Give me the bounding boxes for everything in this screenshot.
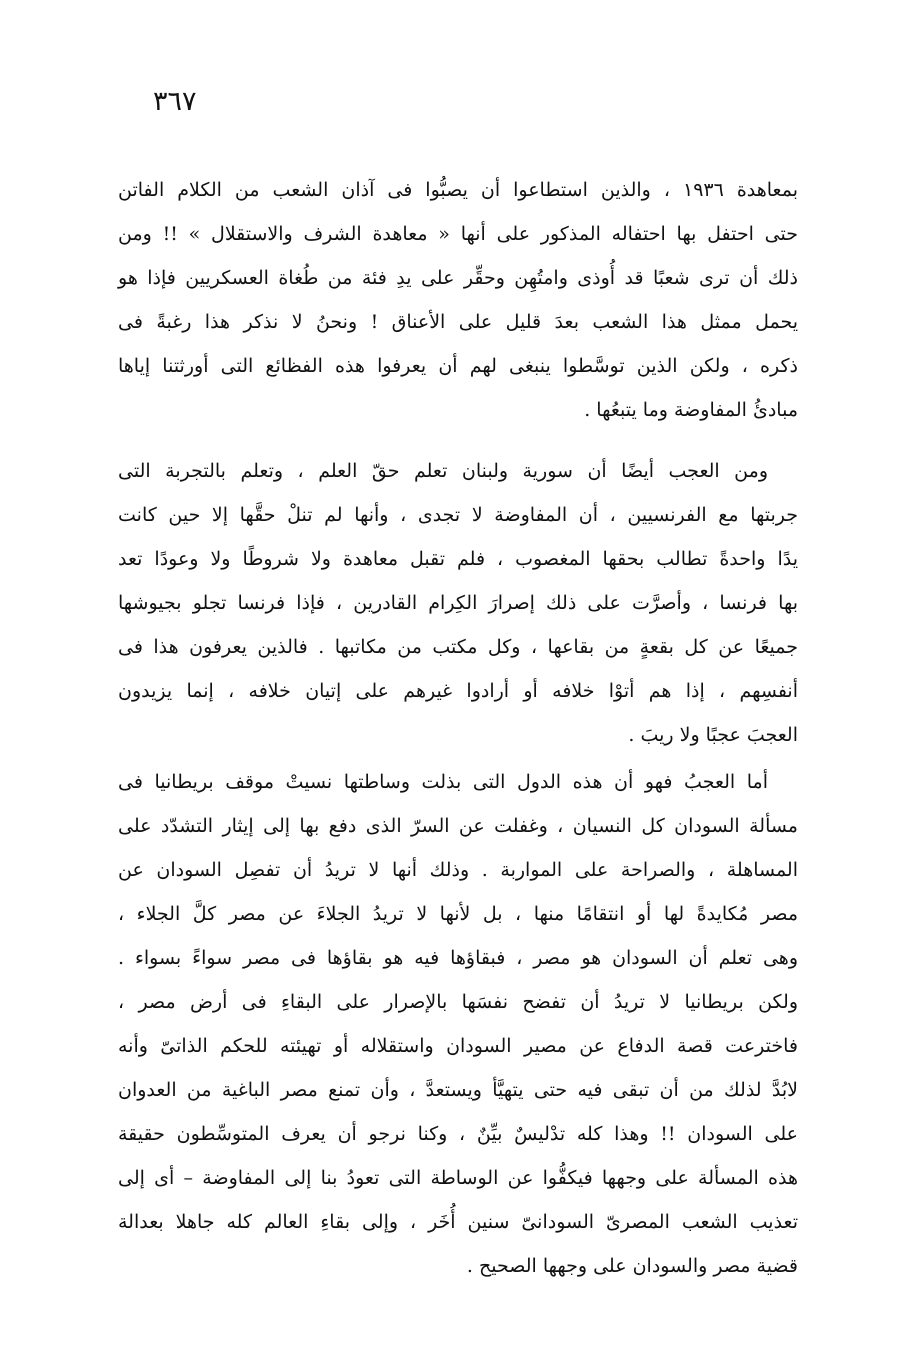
- text-line: العجبَ عجبًا ولا ريبَ .: [628, 724, 798, 746]
- paragraph-1: [118, 168, 798, 432]
- text-line: حتى احتفل بها احتفاله المذكور على أنها « معاهدة الشرف والاستقلال » !! ومن: [118, 223, 798, 245]
- text-line: لابُدَّ لذلك من أن تبقى فيه حتى يتهيَّأ ويستعدَّ ، وأن تمنع مصر الباغية من العدوان: [118, 1079, 798, 1101]
- text-line: ولكن بريطانيا لا تريدُ أن تفضح نفسَها بالإصرار على البقاءِ فى أرض مصر ،: [118, 991, 798, 1013]
- text-line: مصر مُكايدةً لها أو انتقامًا منها ، بل لأنها لا تريدُ الجلاءَ عن مصر كلَّ الجلاء ،: [118, 903, 798, 925]
- text-line: فاخترعت قصة الدفاع عن مصير السودان واستقلاله أو تهيئته للحكم الذاتىّ وأنه: [118, 1035, 798, 1057]
- text-line: جربتها مع الفرنسيين ، أن المفاوضة لا تجدى ، وأنها لم تنلْ حقَّها إلا حين كانت: [118, 504, 798, 526]
- text-line: ذكره ، ولكن الذين توسَّطوا ينبغى لهم أن يعرفوا هذه الفظائع التى أورثتنا إياها: [118, 355, 798, 377]
- text-line: ومن العجب أيضًا أن سورية ولبنان تعلم حقّ العلم ، وتعلم بالتجربة التى: [118, 460, 768, 482]
- text-line: بها فرنسا ، وأصرَّت على ذلك إصرارَ الكِرام القادرين ، فإذا فرنسا تجلو بجيوشها: [118, 592, 798, 614]
- text-line: بمعاهدة ١٩٣٦ ، والذين استطاعوا أن يصبُّوا فى آذان الشعب من الكلام الفاتن: [118, 179, 798, 201]
- text-line: على السودان !! وهذا كله تدْليسٌ بيِّنٌ ، وكنا نرجو أن يعرف المتوسِّطون حقيقة: [118, 1123, 798, 1145]
- text-line: تعذيب الشعب المصرىّ السودانىّ سنين أُخَر ، وإلى بقاءِ العالم كله جاهلا بعدالة: [118, 1211, 798, 1233]
- text-line: أما العجبُ فهو أن هذه الدول التى بذلت وساطتها نسيتْ موقف بريطانيا فى: [118, 771, 768, 793]
- text-line: جميعًا عن كل بقعةٍ من بقاعها ، وكل مكتب من مكاتبها . فالذين يعرفون هذا فى: [118, 636, 798, 658]
- text-line: هذه المسألة على وجهها فيكفُّوا عن الوساطة التى تعودُ بنا إلى المفاوضة – أى إلى: [118, 1167, 798, 1189]
- text-line: مسألة السودان كل النسيان ، وغفلت عن السرّ الذى دفع بها إلى إيثار التشدّد على: [118, 815, 798, 837]
- text-line: يحمل ممثل هذا الشعب بعدَ قليل على الأعناق ! ونحنُ لا نذكر هذا رغبةً فى: [118, 311, 798, 333]
- text-line: المساهلة ، والصراحة على المواربة . وذلك أنها لا تريدُ أن تفصِل السودان عن: [118, 859, 798, 881]
- page-number: ٣٦٧: [153, 86, 197, 117]
- text-line: أنفسِهم ، إذا هم أتوْا خلافه أو أرادوا غيرهم على إتيان خلافه ، إنما يزيدون: [118, 680, 798, 702]
- text-line: مبادئُ المفاوضة وما يتبعُها .: [584, 399, 798, 421]
- text-line: يدًا واحدةً تطالب بحقها المغصوب ، فلم تقبل معاهدة ولا شروطًا ولا وعودًا تعد: [118, 548, 799, 570]
- paragraph-2: [118, 449, 798, 757]
- text-line: قضية مصر والسودان على وجهها الصحيح .: [466, 1255, 798, 1277]
- text-line: ذلك أن ترى شعبًا قد أُوذى وامتُهِن وحقِّر على يدِ فئة من طُغاة العسكريين فإذا هو: [118, 267, 798, 289]
- paragraph-3: [118, 760, 798, 1288]
- text-line: وهى تعلم أن السودان هو مصر ، فبقاؤها فيه هو بقاؤها فى مصر سواءً بسواء .: [118, 947, 798, 969]
